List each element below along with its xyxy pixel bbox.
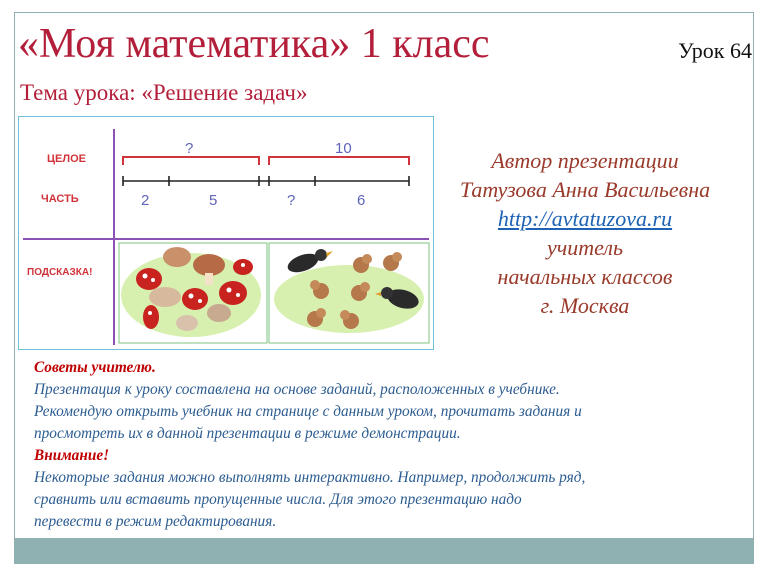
teacher-notes — [34, 357, 744, 533]
author-role: учитель — [547, 235, 623, 260]
footer-bar — [14, 538, 754, 564]
author-caption: Автор презентации — [491, 148, 679, 173]
right-part-2: 6 — [357, 192, 366, 209]
notes-line: сравнить или вставить пропущенные числа. Для этого презентацию надо — [34, 491, 522, 508]
right-part-1: ? — [287, 192, 296, 209]
notes-heading: Советы учителю. — [34, 359, 156, 376]
notes-line: Рекомендую открыть учебник на странице с данным уроком, прочитать задания и — [34, 403, 582, 420]
left-part-1: 2 — [141, 192, 150, 209]
label-part: ЧАСТЬ — [41, 193, 79, 205]
whole-bracket-left — [123, 157, 259, 165]
whole-part-diagram — [19, 117, 433, 349]
mushrooms-picture — [119, 243, 267, 343]
slide-title: «Моя математика» 1 класс — [18, 21, 490, 67]
notes-line: перевести в режим редактирования. — [34, 513, 277, 530]
notes-line: просмотреть их в данной презентации в режиме демонстрации. — [34, 425, 461, 442]
whole-bracket-right — [269, 157, 409, 165]
author-name: Татузова Анна Васильевна — [459, 177, 711, 202]
notes-line: Презентация к уроку составлена на основе заданий, расположенных в учебнике. — [34, 381, 560, 398]
author-block — [430, 146, 740, 320]
birds-picture — [269, 243, 429, 343]
notes-line: Некоторые задания можно выполнять интерактивно. Например, продолжить ряд, — [34, 469, 586, 486]
lesson-number: Урок 64 — [678, 38, 752, 63]
right-whole-value: 10 — [335, 140, 352, 157]
label-hint: ПОДСКАЗКА! — [27, 267, 93, 278]
whole-part-illustration — [18, 116, 434, 350]
label-whole: ЦЕЛОЕ — [47, 153, 86, 165]
notes-attention: Внимание! — [34, 447, 110, 464]
author-city: г. Москва — [540, 293, 630, 318]
author-role-detail: начальных классов — [497, 264, 673, 289]
left-part-2: 5 — [209, 192, 218, 209]
lesson-topic: Тема урока: «Решение задач» — [20, 80, 308, 105]
left-whole-value: ? — [185, 140, 194, 157]
author-website-link[interactable]: http://avtatuzova.ru — [497, 206, 673, 231]
